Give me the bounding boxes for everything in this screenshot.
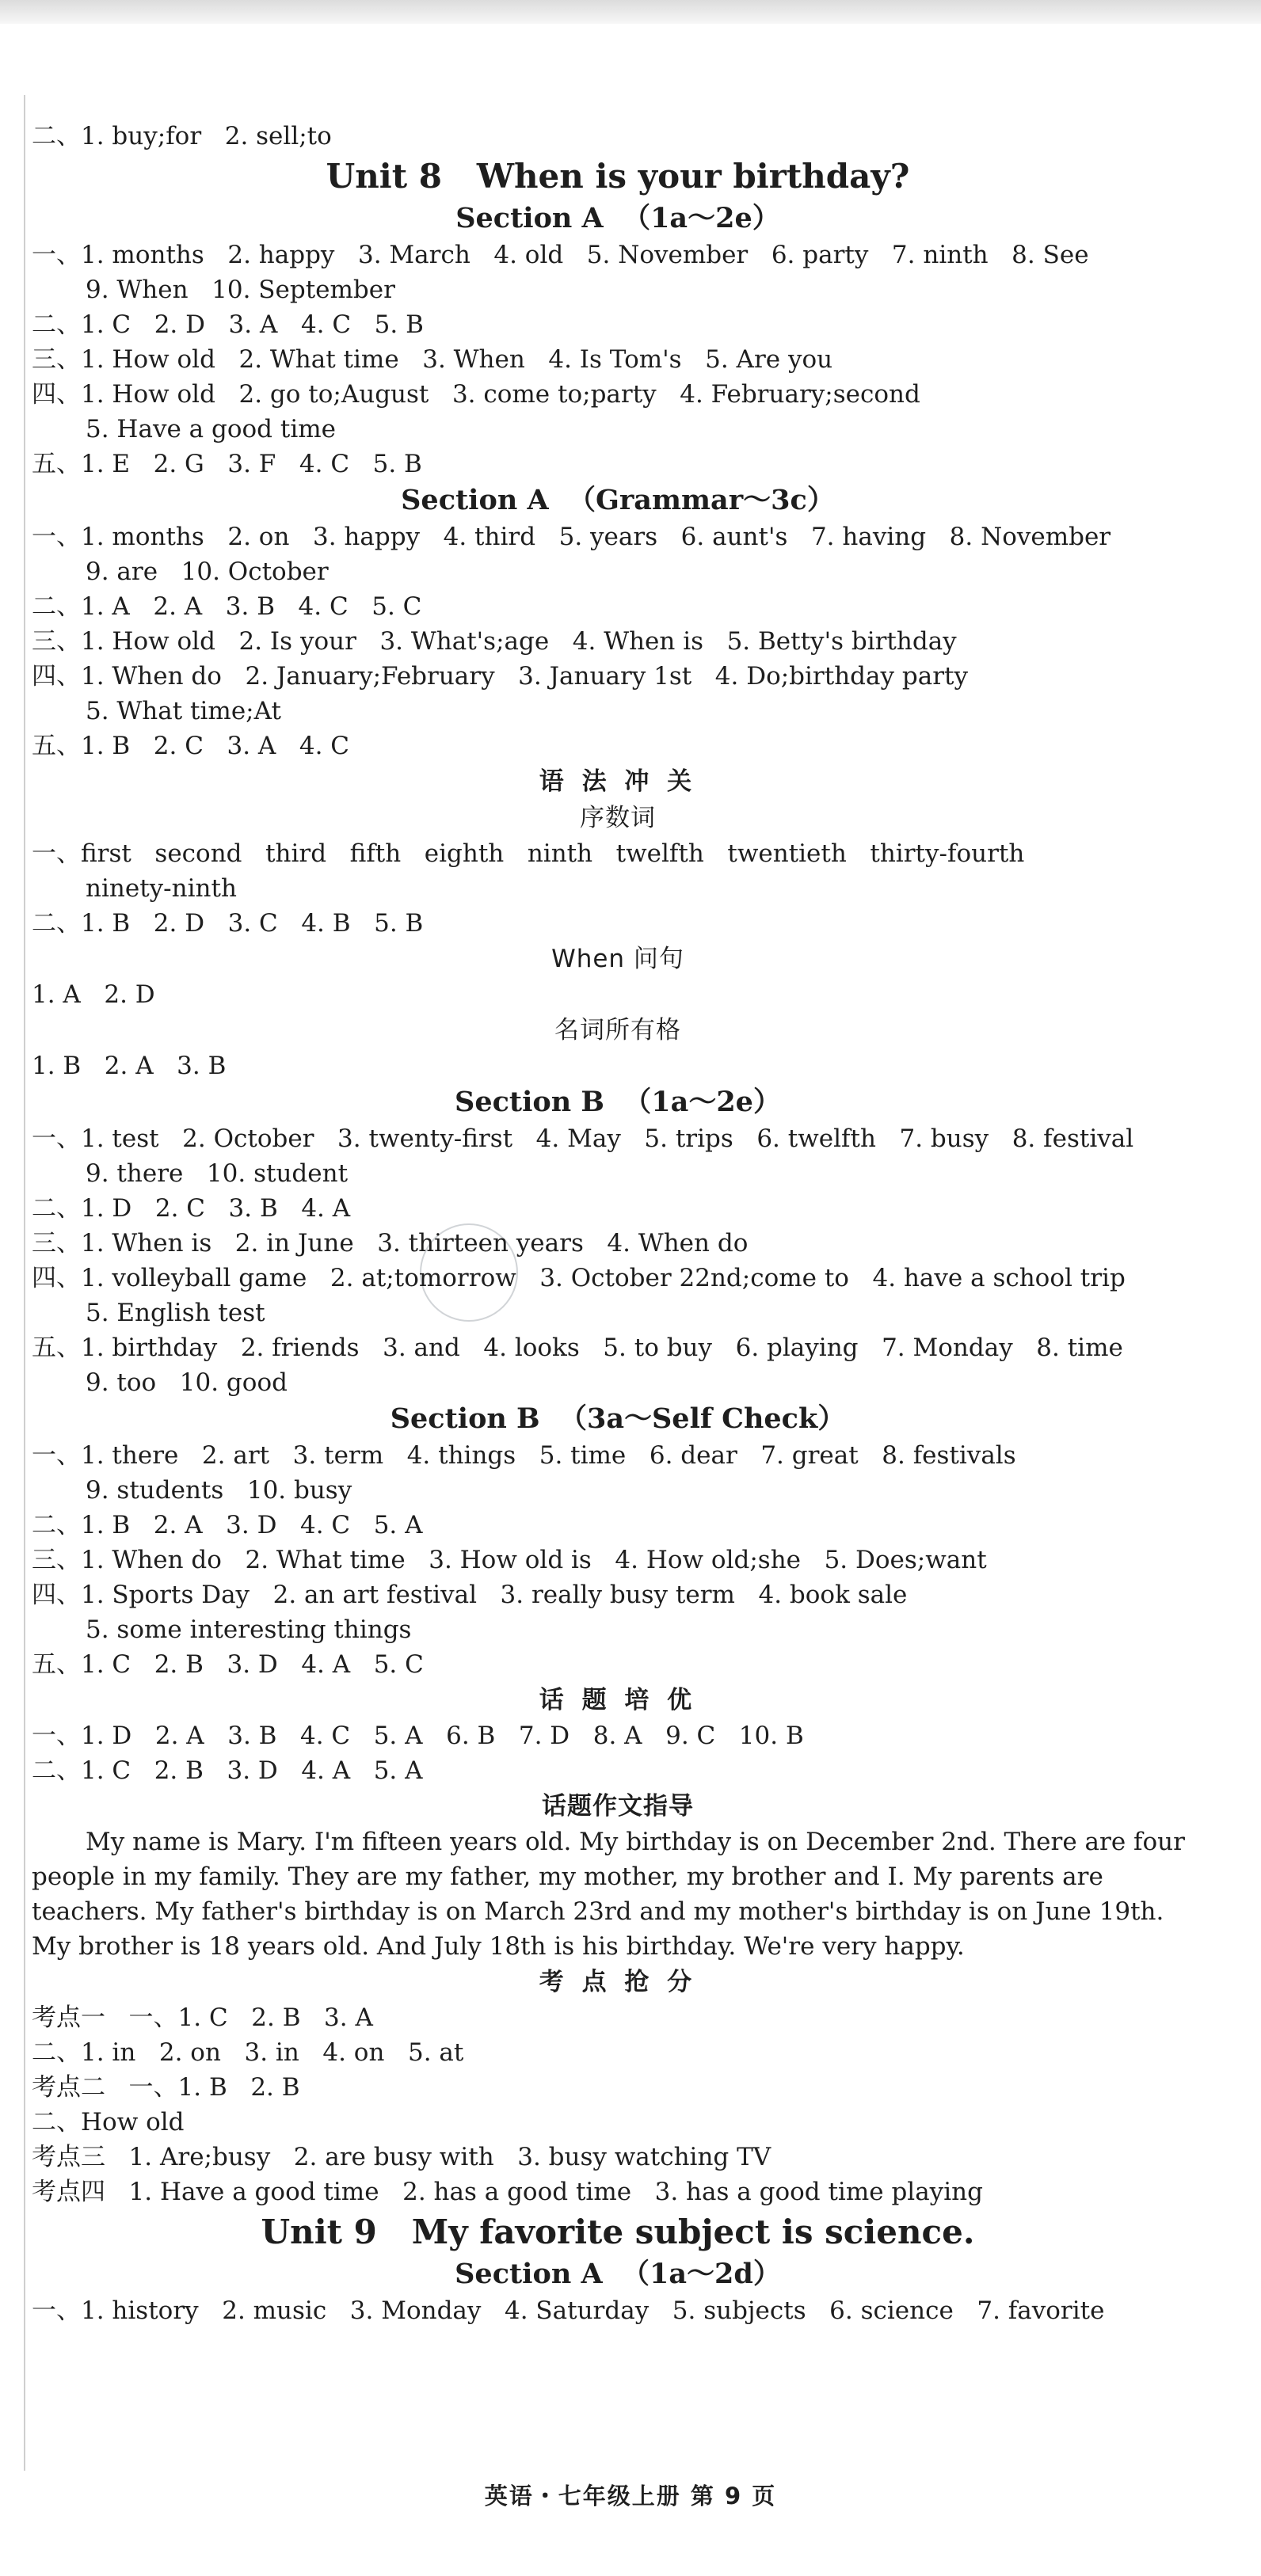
unit-title: Unit 8 When is your birthday? xyxy=(326,157,910,196)
answer-line: 二、1. in 2. on 3. in 4. on 5. at xyxy=(32,2038,464,2067)
answer-line: 四、1. volleyball game 2. at;tomorrow 3. October 22nd;come to 4. have a school trip xyxy=(32,1264,1126,1292)
answer-line: 二、1. A 2. A 3. B 4. C 5. C xyxy=(32,592,422,621)
answer-line: 1. B 2. A 3. B xyxy=(32,1052,227,1080)
unit-title: Unit 9 My favorite subject is science. xyxy=(261,2213,975,2251)
answer-line: 1. A 2. D xyxy=(32,980,155,1009)
binding-spine xyxy=(24,95,25,2471)
answer-line: 四、1. Sports Day 2. an art festival 3. really busy term 4. book sale xyxy=(32,1581,908,1609)
answer-line: 五、1. birthday 2. friends 3. and 4. looks 5. to buy 6. playing 7. Monday 8. time xyxy=(32,1334,1123,1362)
answer-line: 一、1. months 2. happy 3. March 4. old 5. November 6. party 7. ninth 8. See xyxy=(32,241,1089,269)
answer-line: 一、first second third fifth eighth ninth twelfth twentieth thirty-fourth xyxy=(32,839,1025,868)
answer-line: 9. there 10. student xyxy=(86,1159,349,1188)
answer-line: 四、1. How old 2. go to;August 3. come to;party 4. February;second xyxy=(32,380,920,409)
answer-line: 五、1. C 2. B 3. D 4. A 5. C xyxy=(32,1650,424,1679)
grammar-heading: 语 法 冲 关 xyxy=(539,767,697,796)
answer-line: 考点一 一、1. C 2. B 3. A xyxy=(32,2003,373,2032)
answer-line: 5. Have a good time xyxy=(86,415,336,443)
answer-line: 一、1. months 2. on 3. happy 4. third 5. years 6. aunt's 7. having 8. November xyxy=(32,523,1111,551)
answer-line: 二、How old xyxy=(32,2108,185,2137)
section-title: Section B （3a～Self Check） xyxy=(390,1402,846,1435)
answer-line: 5. some interesting things xyxy=(86,1615,412,1644)
topic-heading: 话 题 培 优 xyxy=(539,1686,697,1714)
grammar-subheading: 序数词 xyxy=(580,804,656,832)
answer-line: 5. English test xyxy=(86,1299,265,1327)
answer-line: 考点四 1. Have a good time 2. has a good time 3. has a good time playing xyxy=(32,2178,983,2206)
answer-line: 考点二 一、1. B 2. B xyxy=(32,2073,300,2102)
answer-line: 三、1. When do 2. What time 3. How old is 4. How old;she 5. Does;want xyxy=(32,1546,987,1574)
sample-essay: My name is Mary. I'm fifteen years old. My birthday is on December 2nd. There are four people in my family. They are my father, my mother, my brother and I. My parents are teachers. My father's birthday is on March 23rd and my mother's birthday is on June 19th. My brother is 18 years old. And July 18th is his birthday. We're very happy. xyxy=(32,1828,1185,1961)
section-title: Section A （Grammar～3c） xyxy=(401,484,835,516)
section-title: Section A （1a～2d） xyxy=(455,2258,781,2290)
answer-line: 二、1. B 2. D 3. C 4. B 5. B xyxy=(32,909,424,938)
answer-line: 考点三 1. Are;busy 2. are busy with 3. busy watching TV xyxy=(32,2143,771,2171)
points-heading: 考 点 抢 分 xyxy=(539,1968,697,1996)
section-title: Section A （1a～2e） xyxy=(455,202,780,234)
answer-line: 一、1. D 2. A 3. B 4. C 5. A 6. B 7. D 8. A 9. C 10. B xyxy=(32,1722,804,1750)
answer-line: 三、1. When is 2. in June 3. thirteen years 4. When do xyxy=(32,1229,749,1258)
answer-line: 5. What time;At xyxy=(86,697,281,725)
answer-line: 四、1. When do 2. January;February 3. January 1st 4. Do;birthday party xyxy=(32,662,968,691)
answer-line: 二、1. C 2. D 3. A 4. C 5. B xyxy=(32,310,424,339)
answer-page xyxy=(32,119,1204,2328)
answer-line: 二、1. D 2. C 3. B 4. A xyxy=(32,1194,351,1223)
answer-line: 9. students 10. busy xyxy=(86,1476,352,1505)
answer-line: 五、1. B 2. C 3. A 4. C xyxy=(32,732,350,760)
answer-line: 三、1. How old 2. Is your 3. What's;age 4. When is 5. Betty's birthday xyxy=(32,627,957,656)
answer-line: 9. too 10. good xyxy=(86,1368,288,1397)
section-title: Section B （1a～2e） xyxy=(455,1086,781,1118)
page-footer: 英语・七年级上册 第 9 页 xyxy=(484,2483,777,2509)
answer-line: 三、1. How old 2. What time 3. When 4. Is Tom's 5. Are you xyxy=(32,345,833,374)
grammar-subheading: When 问句 xyxy=(551,945,684,973)
answer-line: 五、1. E 2. G 3. F 4. C 5. B xyxy=(32,450,422,478)
scan-top-band xyxy=(0,0,1261,24)
answer-line: 二、1. buy;for 2. sell;to xyxy=(32,122,332,150)
answer-line: 一、1. there 2. art 3. term 4. things 5. time 6. dear 7. great 8. festivals xyxy=(32,1441,1016,1470)
grammar-subheading: 名词所有格 xyxy=(554,1016,681,1044)
answer-line: ninety-ninth xyxy=(86,874,237,903)
answer-line: 9. are 10. October xyxy=(86,557,329,586)
answer-line: 一、1. history 2. music 3. Monday 4. Saturday 5. subjects 6. science 7. favorite xyxy=(32,2296,1105,2325)
answer-line: 9. When 10. September xyxy=(86,276,395,304)
answer-line: 二、1. C 2. B 3. D 4. A 5. A xyxy=(32,1756,423,1785)
answer-line: 二、1. B 2. A 3. D 4. C 5. A xyxy=(32,1511,423,1539)
answer-line: 一、1. test 2. October 3. twenty-first 4. May 5. trips 6. twelfth 7. busy 8. festival xyxy=(32,1124,1134,1153)
writing-heading: 话题作文指导 xyxy=(542,1792,694,1821)
